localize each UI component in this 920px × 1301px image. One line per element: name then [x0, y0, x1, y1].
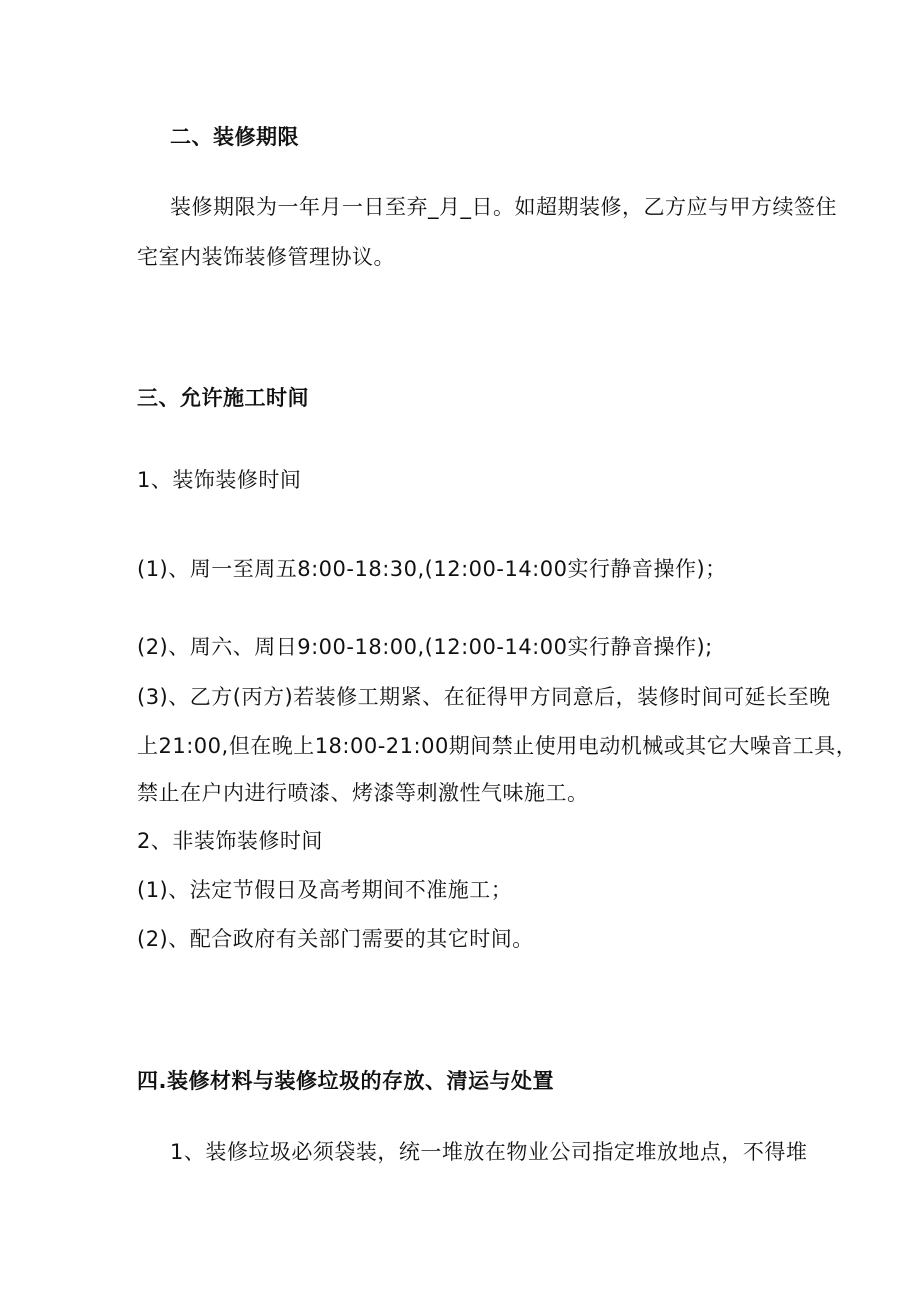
section-2-paragraph-line-2: 宅室内装饰装修管理协议。 — [137, 245, 395, 269]
section-4-item-1-line-1: 1、装修垃圾必须袋装，统一堆放在物业公司指定堆放地点，不得堆 — [170, 1140, 808, 1164]
section-3-item-1-2: (2)、周六、周日9:00-18:00,(12:00-14:00实行静音操作); — [137, 635, 713, 659]
section-3-heading: 三、允许施工时间 — [137, 386, 309, 410]
section-3-item-1-3-line-3: 禁止在户内进行喷漆、烤漆等刺激性气味施工。 — [137, 781, 589, 805]
section-3-item-2-title: 2、非装饰装修时间 — [137, 829, 323, 853]
section-3-item-1-1: (1)、周一至周五8:00-18:30,(12:00-14:00实行静音操作)； — [137, 557, 727, 581]
section-3-item-1-title: 1、装饰装修时间 — [137, 468, 302, 492]
section-3-item-1-3-line-1: (3)、乙方(丙方)若装修工期紧、在征得甲方同意后，装修时间可延长至晚 — [137, 685, 831, 709]
section-3-item-2-2: (2)、配合政府有关部门需要的其它时间。 — [137, 927, 534, 951]
section-4-heading: 四.装修材料与装修垃圾的存放、清运与处置 — [137, 1069, 554, 1093]
section-2-paragraph-line-1: 装修期限为一年月一日至弃_月_日。如超期装修，乙方应与甲方续签住 — [170, 195, 837, 219]
section-2-heading: 二、装修期限 — [170, 125, 299, 149]
section-3-item-1-3-line-2: 上21:00,但在晚上18:00-21:00期间禁止使用电动机械或其它大噪音工具， — [137, 734, 858, 758]
section-3-item-2-1: (1)、法定节假日及高考期间不准施工； — [137, 878, 513, 902]
